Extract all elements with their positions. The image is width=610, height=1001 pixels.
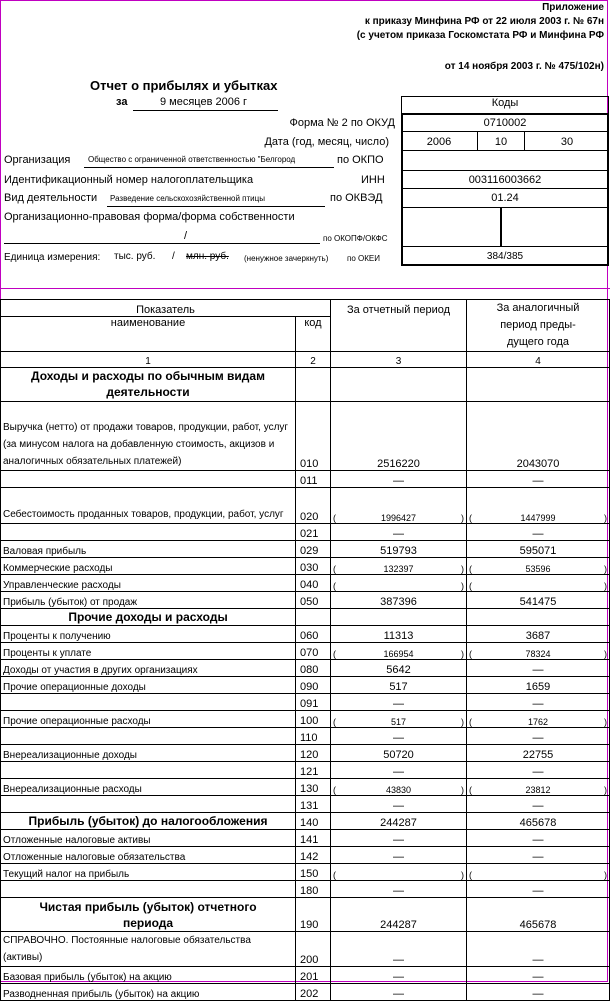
value-current: — (331, 796, 467, 813)
period-value: 9 месяцев 2006 г (160, 96, 248, 108)
row-name: Прибыль (убыток) до налогообложения (1, 813, 296, 830)
row-code: 011 (296, 471, 331, 488)
value-current (331, 643, 467, 660)
table-row (1, 932, 610, 967)
value-current: — (331, 524, 467, 541)
value-previous: — (467, 830, 610, 847)
paren-close: ) (461, 870, 464, 880)
row-name (1, 762, 296, 779)
row-name (1, 881, 296, 898)
row-code: 120 (296, 745, 331, 762)
value-current: — (331, 932, 467, 967)
okved-label: по ОКВЭД (330, 192, 383, 204)
row-name: Внереализационные доходы (1, 745, 296, 762)
row-name: Прочие операционные расходы (1, 711, 296, 728)
codes-line-3 (401, 170, 609, 171)
value-current: 50720 (331, 745, 467, 762)
table-row (1, 558, 610, 575)
table-row (1, 813, 610, 830)
table-row (1, 847, 610, 864)
okopf-label: по ОКОПФ/ОКФС (323, 234, 388, 243)
codes-header: Коды (491, 97, 519, 109)
table-row (1, 762, 610, 779)
row-name: Валовая прибыль (1, 541, 296, 558)
row-name: Отложенные налоговые активы (1, 830, 296, 847)
row-code: 110 (296, 728, 331, 745)
period-for-label: за (116, 96, 128, 108)
okei-value: 384/385 (486, 251, 524, 262)
value-current: 11313 (331, 626, 467, 643)
row-code: 141 (296, 830, 331, 847)
paren-open: ( (333, 564, 336, 574)
value-previous: — (467, 984, 610, 1001)
paren-open: ( (333, 785, 336, 795)
head-indicator: Показатель (1, 300, 331, 317)
table-row (1, 592, 610, 609)
head-name: наименование (1, 317, 296, 352)
value-current (331, 575, 467, 592)
value-text: 1996427 (380, 513, 417, 523)
row-name: Текущий налог на прибыль (1, 864, 296, 881)
value-current: 2516220 (331, 402, 467, 471)
table-row (1, 796, 610, 813)
paren-open: ( (469, 717, 472, 727)
head-code: код (296, 317, 331, 352)
paren-close: ) (461, 717, 464, 727)
row-code: 190 (296, 898, 331, 932)
table-row (1, 609, 610, 626)
value-previous: 2043070 (467, 402, 610, 471)
row-code: 201 (296, 967, 331, 984)
row-name (1, 728, 296, 745)
table-row (1, 575, 610, 592)
row-code: 070 (296, 643, 331, 660)
paren-close: ) (461, 581, 464, 591)
date-label: Дата (год, месяц, число) (264, 136, 389, 148)
value-current (331, 779, 467, 796)
date-year: 2006 (426, 136, 452, 148)
table-row (1, 524, 610, 541)
value-current: — (331, 728, 467, 745)
value-previous: — (467, 932, 610, 967)
value-current: — (331, 762, 467, 779)
org-underline (84, 167, 334, 168)
row-name (1, 471, 296, 488)
row-code: 040 (296, 575, 331, 592)
table-row (1, 643, 610, 660)
row-code: 131 (296, 796, 331, 813)
value-text: 517 (390, 717, 407, 727)
form-label: Форма № 2 по ОКУД (289, 117, 395, 129)
section-divider (0, 288, 610, 289)
value-text: 1447999 (520, 513, 556, 523)
row-name (1, 796, 296, 813)
paren-close: ) (461, 564, 464, 574)
value-previous (467, 643, 610, 660)
inn-value: 003116003662 (468, 174, 542, 186)
value-current: 387396 (331, 592, 467, 609)
row-name: Отложенные налоговые обязательства (1, 847, 296, 864)
value-current (331, 711, 467, 728)
paren-open: ( (469, 513, 472, 523)
paren-open: ( (333, 717, 336, 727)
head-current: За отчетный период (331, 300, 467, 352)
paren-close: ) (604, 870, 607, 880)
inn-short-label: ИНН (361, 174, 385, 186)
head-prev: За аналогичный период преды- дущего года (467, 300, 610, 352)
table-row (1, 967, 610, 984)
unit-value: тыс. руб. (114, 251, 156, 262)
row-name: Управленческие расходы (1, 575, 296, 592)
table-row (1, 984, 610, 1001)
value-current: — (331, 830, 467, 847)
value-previous: — (467, 471, 610, 488)
value-current: — (331, 967, 467, 984)
okei-label: по ОКЕИ (347, 254, 380, 263)
row-code: 200 (296, 932, 331, 967)
paren-open: ( (333, 513, 336, 523)
order-line-1: к приказу Минфина РФ от 22 июля 2003 г. № 67н (364, 16, 604, 27)
table-row (1, 898, 610, 932)
value-text: 78324 (525, 649, 551, 659)
okpo-label: по ОКПО (337, 154, 384, 166)
codes-line-4 (401, 188, 609, 189)
value-previous: — (467, 967, 610, 984)
value-current (331, 864, 467, 881)
table-row (1, 711, 610, 728)
head-n4: 4 (467, 352, 610, 368)
report-table (0, 299, 610, 1001)
paren-close: ) (461, 785, 464, 795)
table-row (1, 471, 610, 488)
paren-close: ) (604, 785, 607, 795)
value-current: — (331, 847, 467, 864)
value-previous (467, 558, 610, 575)
value-current (331, 488, 467, 524)
value-previous: 3687 (467, 626, 610, 643)
row-code: 142 (296, 847, 331, 864)
row-code: 100 (296, 711, 331, 728)
value-current: 5642 (331, 660, 467, 677)
okved-value: 01.24 (491, 192, 519, 204)
value-previous: — (467, 881, 610, 898)
appendix-label: Приложение (542, 2, 604, 13)
legal-form-underline (4, 243, 320, 244)
row-code: 090 (296, 677, 331, 694)
row-name: СПРАВОЧНО. Постоянные налоговые обязательства (активы) (1, 932, 296, 967)
value-text: 1762 (527, 717, 549, 727)
row-name: Проценты к уплате (1, 643, 296, 660)
row-code: 021 (296, 524, 331, 541)
table-row (1, 728, 610, 745)
value-text: 43830 (385, 785, 412, 795)
table-row (1, 745, 610, 762)
paren-close: ) (604, 717, 607, 727)
row-name (1, 524, 296, 541)
value-previous (467, 711, 610, 728)
empty-cell (331, 609, 467, 626)
head-n1: 1 (1, 352, 296, 368)
table-row (1, 864, 610, 881)
value-text: 132397 (383, 564, 414, 574)
value-current: 244287 (331, 898, 467, 932)
date-month-box (477, 131, 525, 151)
value-current: — (331, 984, 467, 1001)
value-current: — (331, 471, 467, 488)
paren-open: ( (333, 649, 336, 659)
value-previous: — (467, 660, 610, 677)
paren-close: ) (604, 564, 607, 574)
paren-open: ( (469, 649, 472, 659)
table-row (1, 677, 610, 694)
table-row (1, 402, 610, 471)
value-previous (467, 575, 610, 592)
paren-close: ) (604, 649, 607, 659)
table-row (1, 368, 610, 402)
value-previous: — (467, 796, 610, 813)
empty-cell (331, 368, 467, 402)
value-previous: 465678 (467, 813, 610, 830)
row-name: Доходы от участия в других организациях (1, 660, 296, 677)
activity-underline (107, 206, 325, 207)
row-name (1, 694, 296, 711)
head-n3: 3 (331, 352, 467, 368)
value-previous: 541475 (467, 592, 610, 609)
org-label: Организация (4, 154, 71, 166)
table-head-row-1 (1, 300, 610, 317)
table-row (1, 779, 610, 796)
value-previous: — (467, 694, 610, 711)
table-row (1, 488, 610, 524)
okopf-divider (500, 207, 502, 247)
row-code: 020 (296, 488, 331, 524)
report-title: Отчет о прибылях и убытках (90, 78, 278, 93)
row-name: Прочие операционные доходы (1, 677, 296, 694)
head-n2: 2 (296, 352, 331, 368)
unit-note: (ненужное зачеркнуть) (244, 254, 329, 263)
row-name: Коммерческие расходы (1, 558, 296, 575)
date-day: 30 (560, 136, 574, 148)
legal-form-value: / (184, 230, 188, 242)
empty-cell (467, 609, 610, 626)
row-name: Внереализационные расходы (1, 779, 296, 796)
value-text: 23812 (525, 785, 551, 795)
form-code: 0710002 (483, 117, 527, 129)
row-code: 050 (296, 592, 331, 609)
value-previous (467, 779, 610, 796)
value-previous: — (467, 524, 610, 541)
row-code: 140 (296, 813, 331, 830)
table-row (1, 881, 610, 898)
row-code: 060 (296, 626, 331, 643)
table-row (1, 626, 610, 643)
row-name: Базовая прибыль (убыток) на акцию (1, 967, 296, 984)
value-current: 519793 (331, 541, 467, 558)
paren-open: ( (333, 870, 336, 880)
empty-cell (467, 368, 610, 402)
value-previous: 1659 (467, 677, 610, 694)
value-current: — (331, 881, 467, 898)
date-month: 10 (494, 136, 508, 148)
paren-close: ) (604, 513, 607, 523)
section-title: Доходы и расходы по обычным видам деятельности (1, 368, 296, 402)
order-line-3: от 14 ноября 2003 г. № 475/102н) (444, 61, 604, 72)
row-name: Себестоимость проданных товаров, продукции, работ, услуг (1, 488, 296, 524)
row-code: 150 (296, 864, 331, 881)
row-code: 091 (296, 694, 331, 711)
value-current: 244287 (331, 813, 467, 830)
value-current: 517 (331, 677, 467, 694)
row-name: Чистая прибыль (убыток) отчетного периода (1, 898, 296, 932)
paren-close: ) (604, 581, 607, 591)
table-row (1, 830, 610, 847)
paren-close: ) (461, 649, 464, 659)
table-row (1, 541, 610, 558)
row-code: 121 (296, 762, 331, 779)
value-previous: — (467, 847, 610, 864)
paren-open: ( (333, 581, 336, 591)
row-code: 030 (296, 558, 331, 575)
codes-line-5 (401, 207, 609, 208)
value-previous: 595071 (467, 541, 610, 558)
order-line-2: (с учетом приказа Госкомстата РФ и Минфина РФ (356, 30, 604, 41)
legal-form-label: Организационно-правовая форма/форма собственности (4, 211, 295, 223)
empty-cell (296, 609, 331, 626)
table-head-row-3 (1, 352, 610, 368)
value-previous (467, 488, 610, 524)
codes-line-6 (401, 246, 609, 247)
paren-close: ) (461, 513, 464, 523)
activity-label: Вид деятельности (4, 192, 98, 204)
row-code: 080 (296, 660, 331, 677)
inn-label: Идентификационный номер налогоплательщика (4, 174, 254, 186)
value-text: 166954 (383, 649, 414, 659)
value-previous: — (467, 728, 610, 745)
table-row (1, 660, 610, 677)
row-code: 010 (296, 402, 331, 471)
value-text: 53596 (525, 564, 551, 574)
row-code: 202 (296, 984, 331, 1001)
value-current (331, 558, 467, 575)
row-code: 130 (296, 779, 331, 796)
paren-open: ( (469, 870, 472, 880)
value-previous: 465678 (467, 898, 610, 932)
row-code: 029 (296, 541, 331, 558)
value-previous: — (467, 762, 610, 779)
value-current: — (331, 694, 467, 711)
activity-value: Разведение сельскохозяйственной птицы (110, 194, 265, 203)
codes-line-2 (401, 150, 609, 151)
value-previous (467, 864, 610, 881)
row-name: Выручка (нетто) от продажи товаров, продукции, работ, услуг (за минусом налога на добавленную стоимость, акцизов и аналогичных обязательных платежей) (1, 402, 296, 471)
org-name: Общество с ограниченной ответственностью "Белгород (88, 155, 296, 164)
paren-open: ( (469, 581, 472, 591)
empty-cell (296, 368, 331, 402)
row-name: Проценты к получению (1, 626, 296, 643)
period-underline (133, 110, 278, 111)
row-code: 180 (296, 881, 331, 898)
value-previous: 22755 (467, 745, 610, 762)
table-row (1, 694, 610, 711)
unit-separator: / (172, 251, 175, 262)
unit-struck: млн. руб. (186, 251, 229, 262)
paren-open: ( (469, 564, 472, 574)
row-name: Прибыль (убыток) от продаж (1, 592, 296, 609)
paren-open: ( (469, 785, 472, 795)
unit-label: Единица измерения: (4, 252, 101, 263)
section-title: Прочие доходы и расходы (1, 609, 296, 626)
row-name: Разводненная прибыль (убыток) на акцию (1, 984, 296, 1001)
